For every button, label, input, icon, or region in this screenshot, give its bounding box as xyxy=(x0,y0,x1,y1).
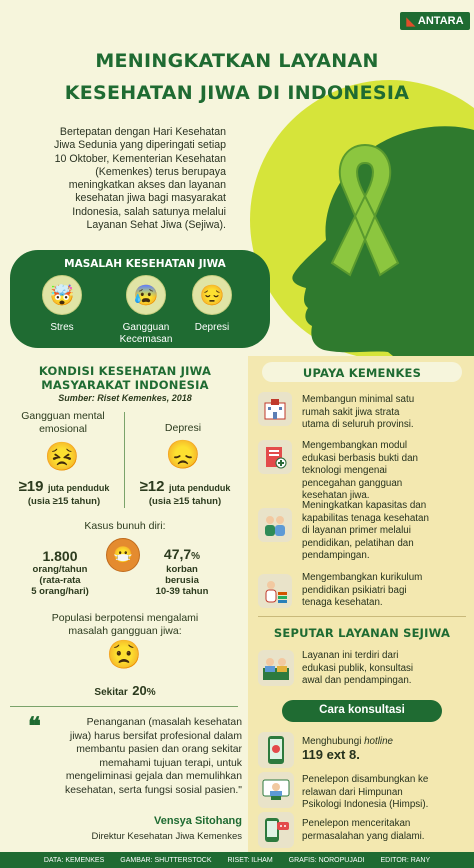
sejiwa-divider xyxy=(258,616,466,617)
upaya-item-line: kesehatan jiwa. xyxy=(302,490,370,501)
dep-label: Depresi xyxy=(164,422,202,434)
bunuh-label: Kasus bunuh diri: xyxy=(84,520,166,532)
upaya-item-line: edukasi berbasis bukti dan xyxy=(302,452,419,464)
kondisi-source: Sumber: Riset Kemenkes, 2018 xyxy=(58,393,192,403)
call-center-icon xyxy=(258,772,294,808)
bunuh-note-1: (rata-rata xyxy=(39,575,81,586)
mask-person-icon: 😷 xyxy=(106,538,140,572)
korban-line-2: berusia xyxy=(165,575,199,586)
upaya-title: UPAYA KEMENKES xyxy=(302,366,422,380)
step1-pre: Menghubungi xyxy=(302,736,365,747)
upaya-item-line: di layanan primer melalui xyxy=(302,525,411,536)
credit-grafis: GRAFIS: NOROPUJADI xyxy=(288,856,365,864)
sekitar-stat xyxy=(70,682,180,700)
upaya-item-line: utama di seluruh provinsi. xyxy=(302,419,414,430)
korban-line-1: korban xyxy=(166,564,198,575)
upaya-item-1 xyxy=(302,394,468,432)
stres-label: Stres xyxy=(50,322,74,333)
logo-mark-icon: ◣ xyxy=(406,15,415,28)
korban-pct: % xyxy=(191,551,201,562)
upaya-item-line: Mengembangkan kurikulum xyxy=(302,572,423,583)
quote-author: Vensya Sitohang xyxy=(153,815,242,827)
konsultasi-title: Cara konsultasi xyxy=(319,704,405,716)
upaya-item-line: pencegahan gangguan xyxy=(302,477,403,489)
title-line-2: KESEHATAN JIWA DI INDONESIA xyxy=(64,82,410,104)
gme-value: ≥19 xyxy=(18,478,44,495)
credit-riset: RISET: ILHAM xyxy=(227,856,273,864)
anxious-person-icon: 😟 xyxy=(106,639,142,670)
step1-number: 119 ext 8 xyxy=(302,746,357,762)
credit-data: DATA: KEMENKES xyxy=(43,856,105,864)
upaya-item-line: teknologi mengenai xyxy=(302,465,387,476)
intro-line: 10 Oktober, Kementerian Kesehatan xyxy=(54,152,226,165)
konsultasi-step-3 xyxy=(302,818,468,843)
step2-line: Psikologi Indonesia (Himpsi). xyxy=(302,799,429,810)
intro-line: Layanan Sehat Jiwa (Sejiwa). xyxy=(86,219,226,232)
quote-line: mengeliminasi gejala dan memulihkan xyxy=(65,771,242,783)
korban-value-row xyxy=(142,546,222,564)
step1-dot: . xyxy=(356,746,360,762)
curriculum-icon xyxy=(258,574,292,608)
upaya-item-line: kapabilitas tenaga kesehatan xyxy=(302,512,429,524)
upaya-item-line: Mengembangkan modul xyxy=(302,440,408,451)
credit-gambar: GAMBAR: SHUTTERSTOCK xyxy=(120,856,212,864)
dep-value: ≥12 xyxy=(139,478,165,495)
sekitar-pct: % xyxy=(146,687,156,698)
quote-line: jiwa) harus bersifat profesional dalam xyxy=(69,730,242,742)
depresi-icon: 😔 xyxy=(192,275,232,315)
quote-mark: ❝ xyxy=(28,713,41,740)
dep-figure-icon: 😞 xyxy=(165,439,201,470)
korban-value: 47,7 xyxy=(163,546,192,562)
upaya-item-line: Meningkatkan kapasitas dan xyxy=(302,500,427,511)
credits-footer xyxy=(0,852,474,868)
sejiwa-line: Layanan ini terdiri dari xyxy=(302,650,399,661)
quote-divider xyxy=(10,706,238,707)
konsultasi-step-1 xyxy=(302,736,468,763)
chat-phone-icon xyxy=(258,812,294,848)
populasi-line2: masalah gangguan jiwa: xyxy=(68,625,182,637)
sejiwa-line: edukasi publik, konsultasi xyxy=(302,662,414,674)
sekitar-label: Sekitar xyxy=(94,687,128,698)
intro-line: meningkatkan akses dan layanan xyxy=(68,179,226,192)
intro-line: kesehatan jiwa bagi masyarakat xyxy=(75,192,226,205)
hospital-icon xyxy=(258,392,292,426)
step1-line2 xyxy=(302,746,468,764)
stres-icon: 🤯 xyxy=(42,275,82,315)
bunuh-stat xyxy=(20,548,100,597)
intro-line: Bertepatan dengan Hari Kesehatan xyxy=(59,126,226,138)
dep-note: (usia ≥15 tahun) xyxy=(148,496,222,507)
awareness-ribbon-icon xyxy=(310,135,420,285)
kecemasan-label xyxy=(106,322,186,346)
gme-note: (usia ≥15 tahun) xyxy=(27,496,101,507)
consultation-icon xyxy=(258,650,294,686)
credit-editor: EDITOR: RANY xyxy=(380,856,431,864)
antara-logo xyxy=(400,12,470,30)
upaya-item-line: pendampingan. xyxy=(302,550,370,561)
bunuh-note-2: 5 orang/hari) xyxy=(31,586,89,597)
quote-line: kesehatan, serta fungsi sosial pasien." xyxy=(65,784,242,796)
upaya-item-line: tenaga kesehatan. xyxy=(302,597,383,608)
step2-line: relawan dari Himpunan xyxy=(302,786,403,798)
upaya-item-line: pendidikan, pelatihan dan xyxy=(302,537,414,549)
upaya-item-4 xyxy=(302,572,468,610)
dep-unit: juta penduduk xyxy=(168,483,231,493)
kecemasan-icon: 😰 xyxy=(126,275,166,315)
kecemasan-label-line1: Gangguan xyxy=(122,322,170,333)
gme-figure-icon: 😣 xyxy=(44,441,80,472)
step2-line: Penelepon disambungkan ke xyxy=(302,774,429,785)
intro-line: (Kemenkes) terus berupaya xyxy=(95,165,226,178)
gme-label xyxy=(8,410,118,436)
kecemasan-label-line2: Kecemasan xyxy=(119,334,173,345)
korban-stat xyxy=(142,546,222,597)
upaya-item-2 xyxy=(302,440,468,503)
education-module-icon xyxy=(258,440,292,474)
sejiwa-text xyxy=(302,650,468,688)
quote-line: memahami tujuan terapi, untuk xyxy=(99,757,242,769)
phone-hotline-icon xyxy=(258,732,294,768)
kondisi-title-line1: KONDISI KESEHATAN JIWA xyxy=(38,364,212,378)
quote-text xyxy=(10,716,242,798)
populasi-line1: Populasi berpotensi mengalami xyxy=(51,612,199,624)
intro-line: Jiwa Sedunia yang diperingati setiap xyxy=(54,139,226,152)
health-workers-icon xyxy=(258,508,292,542)
gme-unit: juta penduduk xyxy=(47,483,110,493)
upaya-item-line: Membangun minimal satu xyxy=(302,394,415,405)
sekitar-value: 20 xyxy=(132,683,147,698)
intro-paragraph xyxy=(0,126,226,232)
sejiwa-line: awal dan pendampingan. xyxy=(302,675,412,686)
title-line-1: MENINGKATKAN LAYANAN xyxy=(95,50,379,72)
sejiwa-title: SEPUTAR LAYANAN SEJIWA xyxy=(273,626,451,640)
kondisi-title-line2: MASYARAKAT INDONESIA xyxy=(41,378,209,392)
logo-text: ANTARA xyxy=(417,15,464,27)
kondisi-divider xyxy=(124,412,125,508)
intro-line: Indonesia, salah satunya melalui xyxy=(72,205,226,218)
depresi-label: Depresi xyxy=(194,322,230,333)
step1-hotline: hotline xyxy=(364,736,393,747)
gme-stat xyxy=(5,478,123,496)
quote-role: Direktur Kesehatan Jiwa Kemenkes xyxy=(91,831,242,842)
bunuh-unit: orang/tahun xyxy=(32,564,88,575)
gme-label-line2: emosional xyxy=(39,423,87,435)
step3-line: permasalahan yang dialami. xyxy=(302,830,425,842)
dep-stat xyxy=(126,478,244,496)
bunuh-value: 1.800 xyxy=(42,548,78,564)
konsultasi-step-2 xyxy=(302,774,472,812)
korban-line-3: 10-39 tahun xyxy=(155,586,209,597)
upaya-item-3 xyxy=(302,500,472,563)
quote-line: Penanganan (masalah kesehatan xyxy=(86,717,242,728)
upaya-item-line: pendidikan psikiatri bagi xyxy=(302,584,407,596)
quote-line: membantu pasien dan orang sekitar xyxy=(76,744,242,756)
gme-label-line1: Gangguan mental xyxy=(21,410,105,422)
masalah-title: MASALAH KESEHATAN JIWA xyxy=(64,258,226,270)
step3-line: Penelepon menceritakan xyxy=(302,818,411,829)
populasi-label xyxy=(10,612,240,638)
upaya-item-line: rumah sakit jiwa strata xyxy=(302,406,400,418)
